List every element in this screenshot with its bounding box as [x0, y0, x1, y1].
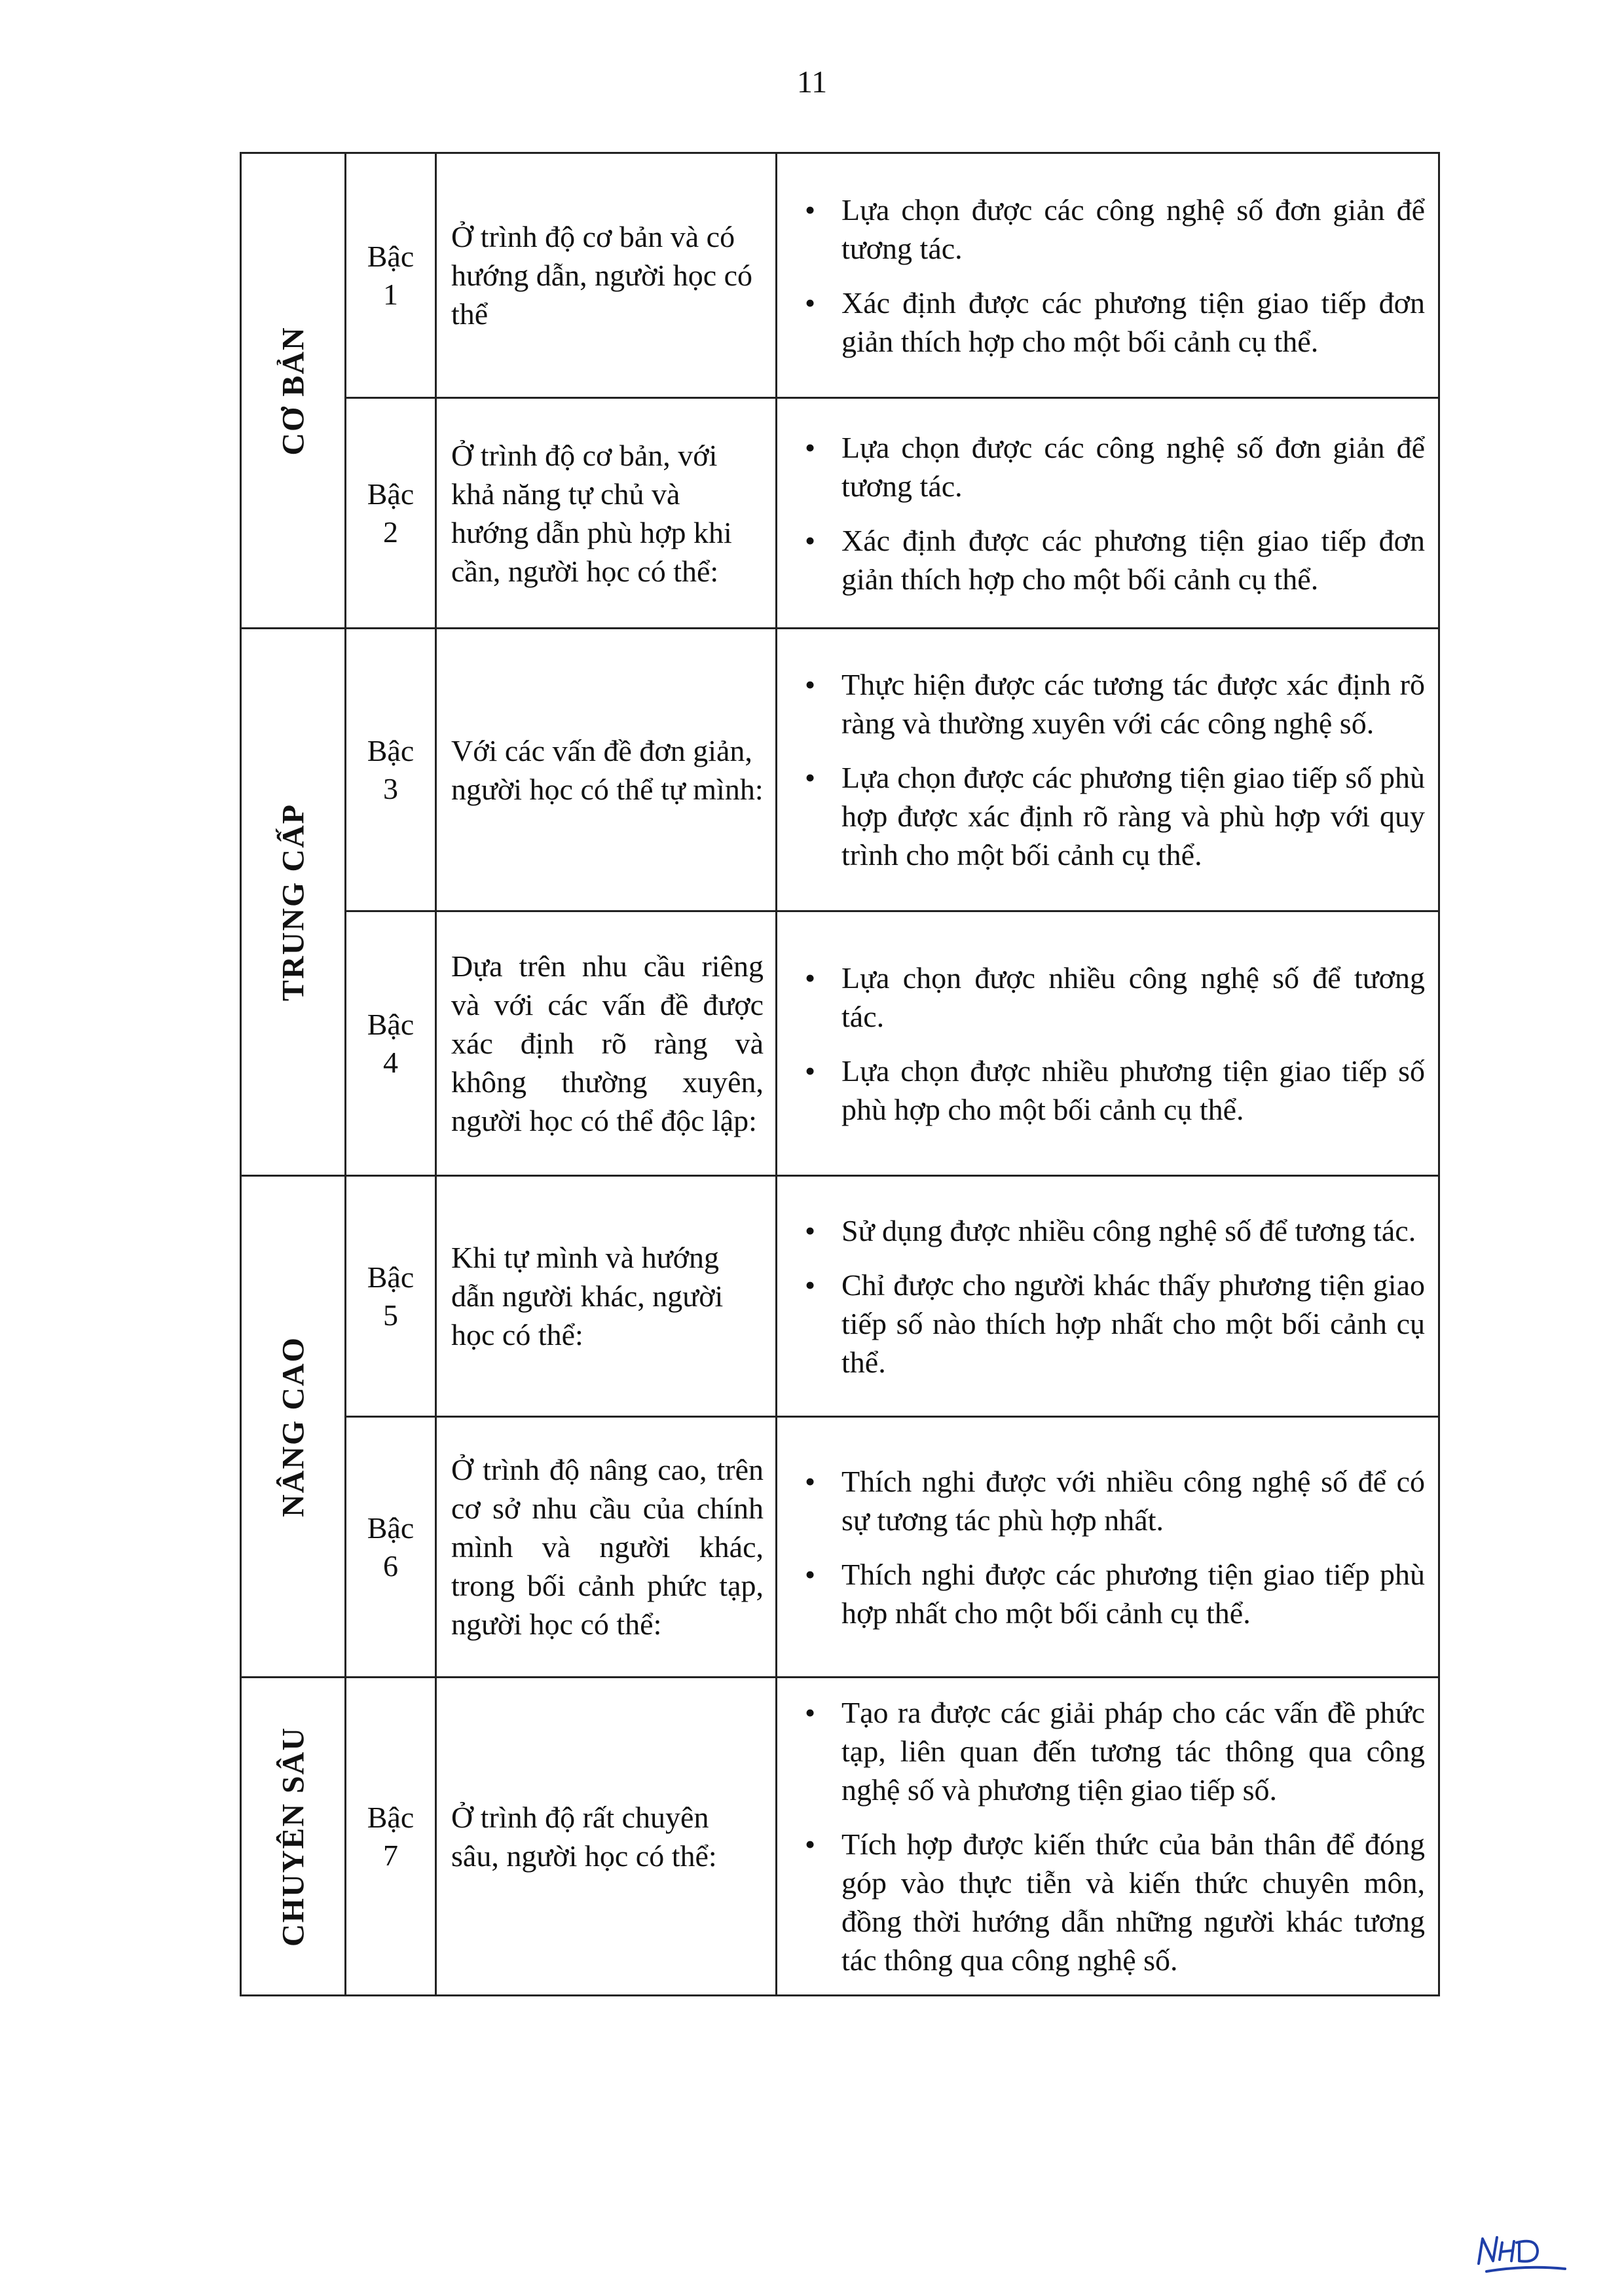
bullet-icon: • — [805, 285, 816, 320]
bullet-icon: • — [805, 1464, 816, 1498]
description-cell: Dựa trên nhu cầu riêng và với các vấn đề được xác định rõ ràng và không thường xuyên, người học có thể độc lập: — [436, 911, 777, 1176]
outcome-text: Lựa chọn được nhiều công nghệ số để tương tác. — [841, 961, 1425, 1033]
list-item — [790, 1555, 1425, 1632]
outcome-list — [790, 1462, 1425, 1632]
level-number: 1 — [383, 277, 398, 311]
outcomes-cell — [777, 911, 1439, 1176]
outcomes-cell — [777, 1417, 1439, 1678]
outcomes-cell — [777, 153, 1439, 398]
outcome-text: Tích hợp được kiến thức của bản thân để đóng góp vào thực tiễn và kiến thức chuyên môn, đồng thời hướng dẫn những người khác tương tác thông qua công nghệ số. — [841, 1827, 1425, 1977]
level-cell — [346, 911, 436, 1176]
outcome-list — [790, 428, 1425, 598]
group-label: CHUYÊN SÂU — [276, 1726, 310, 1947]
level-number: 3 — [383, 771, 398, 805]
list-item — [790, 191, 1425, 268]
bullet-icon: • — [805, 668, 816, 701]
list-item — [790, 959, 1425, 1036]
bullet-icon: • — [805, 1827, 816, 1861]
table-row — [241, 1176, 1439, 1417]
table-row — [241, 398, 1439, 629]
description-cell: Ở trình độ cơ bản, với khả năng tự chủ và hướng dẫn phù hợp khi cần, người học có thể: — [436, 398, 777, 629]
handwritten-initials-signature — [1473, 2223, 1572, 2282]
group-cell-co-ban — [241, 153, 346, 629]
level-number: 2 — [383, 515, 398, 549]
outcome-text: Thích nghi được với nhiều công nghệ số để có sự tương tác phù hợp nhất. — [841, 1464, 1425, 1537]
level-word: Bậc — [367, 477, 415, 511]
level-cell — [346, 153, 436, 398]
bullet-icon: • — [805, 961, 816, 995]
level-number: 4 — [383, 1045, 398, 1079]
outcomes-cell — [777, 629, 1439, 911]
outcome-list — [790, 1693, 1425, 1979]
list-item — [790, 1266, 1425, 1382]
outcome-text: Thực hiện được các tương tác được xác định rõ ràng và thường xuyên với các công nghệ số. — [841, 668, 1425, 740]
bullet-icon: • — [805, 193, 816, 227]
level-word: Bậc — [367, 733, 415, 767]
outcomes-cell — [777, 398, 1439, 629]
level-cell — [346, 1678, 436, 1996]
outcome-list — [790, 665, 1425, 874]
outcome-text: Xác định được các phương tiện giao tiếp đơn giản thích hợp cho một bối cảnh cụ thể. — [841, 285, 1425, 358]
description-cell: Khi tự mình và hướng dẫn người khác, người học có thể: — [436, 1176, 777, 1417]
bullet-icon: • — [805, 1268, 816, 1302]
description-cell: Ở trình độ cơ bản và có hướng dẫn, người học có thể — [436, 153, 777, 398]
outcome-text: Xác định được các phương tiện giao tiếp đơn giản thích hợp cho một bối cảnh cụ thể. — [841, 523, 1425, 596]
list-item — [790, 665, 1425, 743]
bullet-icon: • — [805, 1557, 816, 1591]
signature-stroke — [1479, 2237, 1497, 2264]
description-cell: Với các vấn đề đơn giản, người học có thể tự mình: — [436, 629, 777, 911]
level-word: Bậc — [367, 1800, 415, 1834]
group-label: NÂNG CAO — [276, 1336, 310, 1517]
group-cell-chuyen-sau — [241, 1678, 346, 1996]
level-word: Bậc — [367, 239, 415, 273]
outcome-list — [790, 1211, 1425, 1382]
bullet-icon: • — [805, 761, 816, 794]
outcome-list — [790, 191, 1425, 361]
level-word: Bậc — [367, 1511, 415, 1545]
list-item — [790, 1825, 1425, 1979]
table-row — [241, 911, 1439, 1176]
signature-stroke — [1500, 2241, 1514, 2261]
outcomes-cell — [777, 1678, 1439, 1996]
list-item — [790, 521, 1425, 598]
outcomes-cell — [777, 1176, 1439, 1417]
outcome-text: Lựa chọn được nhiều phương tiện giao tiếp số phù hợp cho một bối cảnh cụ thể. — [841, 1054, 1425, 1126]
competency-table — [240, 152, 1440, 1996]
bullet-icon: • — [805, 523, 816, 557]
outcome-list — [790, 959, 1425, 1129]
level-cell — [346, 1176, 436, 1417]
level-cell — [346, 629, 436, 911]
outcome-text: Lựa chọn được các công nghệ số đơn giản để tương tác. — [841, 430, 1425, 503]
outcome-text: Lựa chọn được các công nghệ số đơn giản để tương tác. — [841, 193, 1425, 265]
signature-stroke — [1486, 2267, 1565, 2271]
table-row — [241, 629, 1439, 911]
outcome-text: Sử dụng được nhiều công nghệ số để tương tác. — [841, 1213, 1416, 1247]
level-word: Bậc — [367, 1007, 415, 1041]
bullet-icon: • — [805, 1054, 816, 1088]
bullet-icon: • — [805, 1213, 816, 1247]
list-item — [790, 1211, 1425, 1250]
list-item — [790, 428, 1425, 505]
list-item — [790, 758, 1425, 874]
level-cell — [346, 1417, 436, 1678]
group-label: TRUNG CẤP — [276, 803, 310, 1001]
description-cell: Ở trình độ rất chuyên sâu, người học có thể: — [436, 1678, 777, 1996]
page-number: 11 — [796, 65, 828, 100]
table-row — [241, 1678, 1439, 1996]
list-item — [790, 1052, 1425, 1129]
level-word: Bậc — [367, 1260, 415, 1294]
outcome-text: Lựa chọn được các phương tiện giao tiếp số phù hợp được xác định rõ ràng và phù hợp với quy trình cho một bối cảnh cụ thể. — [841, 761, 1425, 872]
level-cell — [346, 398, 436, 629]
level-number: 5 — [383, 1298, 398, 1332]
bullet-icon: • — [805, 430, 816, 464]
group-cell-trung-cap — [241, 629, 346, 1176]
table-row — [241, 153, 1439, 398]
list-item — [790, 284, 1425, 361]
table-row — [241, 1417, 1439, 1678]
outcome-text: Tạo ra được các giải pháp cho các vấn đề phức tạp, liên quan đến tương tác thông qua công nghệ số và phương tiện giao tiếp số. — [841, 1696, 1425, 1807]
group-cell-nang-cao — [241, 1176, 346, 1678]
bullet-icon: • — [805, 1696, 816, 1729]
list-item — [790, 1462, 1425, 1539]
list-item — [790, 1693, 1425, 1809]
outcome-text: Thích nghi được các phương tiện giao tiếp phù hợp nhất cho một bối cảnh cụ thể. — [841, 1557, 1425, 1630]
signature-stroke — [1517, 2241, 1538, 2262]
group-label: CƠ BẢN — [276, 325, 310, 456]
level-number: 7 — [383, 1838, 398, 1872]
level-number: 6 — [383, 1549, 398, 1583]
description-cell: Ở trình độ nâng cao, trên cơ sở nhu cầu của chính mình và người khác, trong bối cảnh phức tạp, người học có thể: — [436, 1417, 777, 1678]
outcome-text: Chỉ được cho người khác thấy phương tiện giao tiếp số nào thích hợp nhất cho một bối cảnh cụ thể. — [841, 1268, 1425, 1379]
